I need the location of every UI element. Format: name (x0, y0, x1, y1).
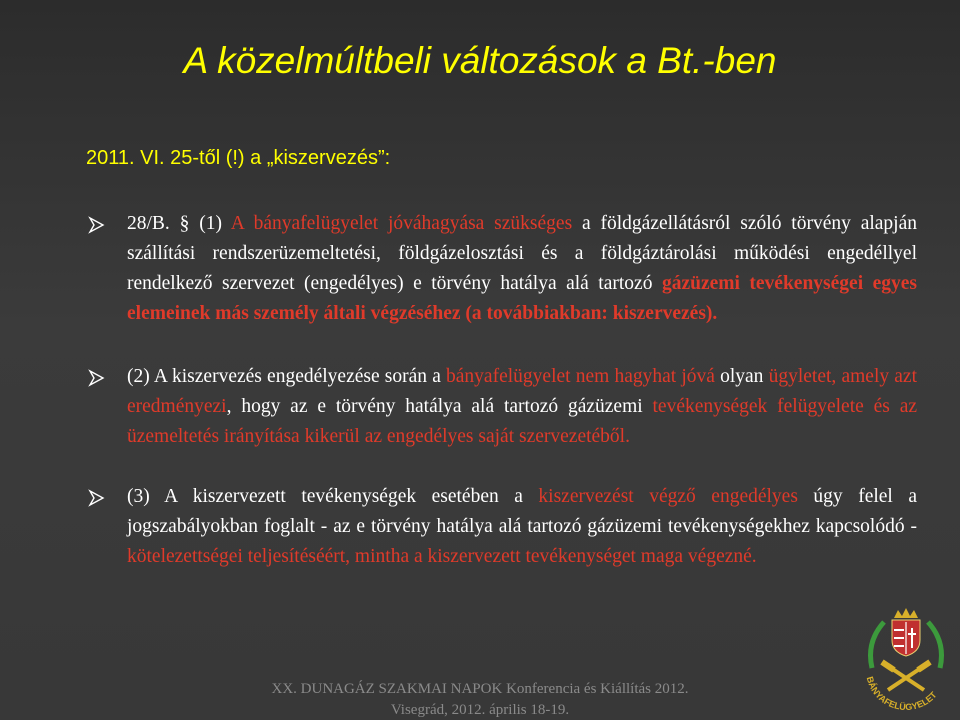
p2-highlight-3: tevékenységek felügyelete és az üzemeltetés irányítása kikerül az engedélyes saját szervezetéből. (127, 396, 918, 447)
p2-highlight-2: ügyletet, amely azt eredményezi (127, 366, 918, 417)
slide-title: A közelmúltbeli változások a Bt.-ben (183, 40, 777, 81)
p1-highlight-1: A bányafelügyelet jóváhagyása szükséges (230, 213, 573, 234)
p3-highlight-1: kiszervezést végző engedélyes (538, 486, 798, 507)
bullet-icon (88, 489, 106, 507)
footer-date: Visegrád, 2012. április 18-19. (390, 702, 570, 718)
p2-text-1: olyan (714, 366, 769, 387)
p1-text: a földgázellátásról szóló törvény alapján szállítási rendszerüzemeltetési, földgázelosztási és a földgáztárolási működési engedéllyel rendelkező szervezet (engedélyes) e törvény hatálya alá tartozó (127, 213, 918, 294)
paragraph-2 (127, 362, 917, 452)
p2-lead: (2) A kiszervezés engedélyezése során a (127, 366, 447, 387)
slide-subtitle: 2011. VI. 25-től (!) a „kiszervezés”: (86, 147, 391, 169)
mining-authority-logo-icon (858, 608, 954, 714)
p2-highlight-1: bányafelügyelet nem hagyhat jóvá (446, 366, 715, 387)
bullet-icon (88, 216, 106, 234)
paragraph-3 (127, 482, 917, 572)
p1-highlight-2: gázüzemi tevékenységei egyes elemeinek más személy általi végzéséhez (a továbbiakban: kiszervezés). (127, 273, 917, 324)
paragraph-1 (127, 209, 917, 329)
p3-text: úgy felel a jogszabályokban foglalt - az e törvény hatálya alá tartozó gázüzemi tevékenységekhez kapcsolódó - (127, 486, 918, 537)
footer-conference: XX. DUNAGÁZ SZAKMAI NAPOK Konferencia és Kiállítás 2012. (271, 681, 689, 697)
svg-text:BÁNYAFELÜGYELET: BÁNYAFELÜGYELET (864, 675, 939, 713)
bullet-icon (88, 369, 106, 387)
p1-lead: 28/B. § (1) (127, 213, 231, 234)
p3-lead: (3) A kiszervezett tevékenységek esetében a (127, 486, 539, 507)
p2-text-2: , hogy az e törvény hatálya alá tartozó gázüzemi (226, 396, 653, 417)
p3-highlight-2: kötelezettségei teljesítéséért, mintha a kiszervezett tevékenységet maga végezné. (127, 546, 757, 567)
